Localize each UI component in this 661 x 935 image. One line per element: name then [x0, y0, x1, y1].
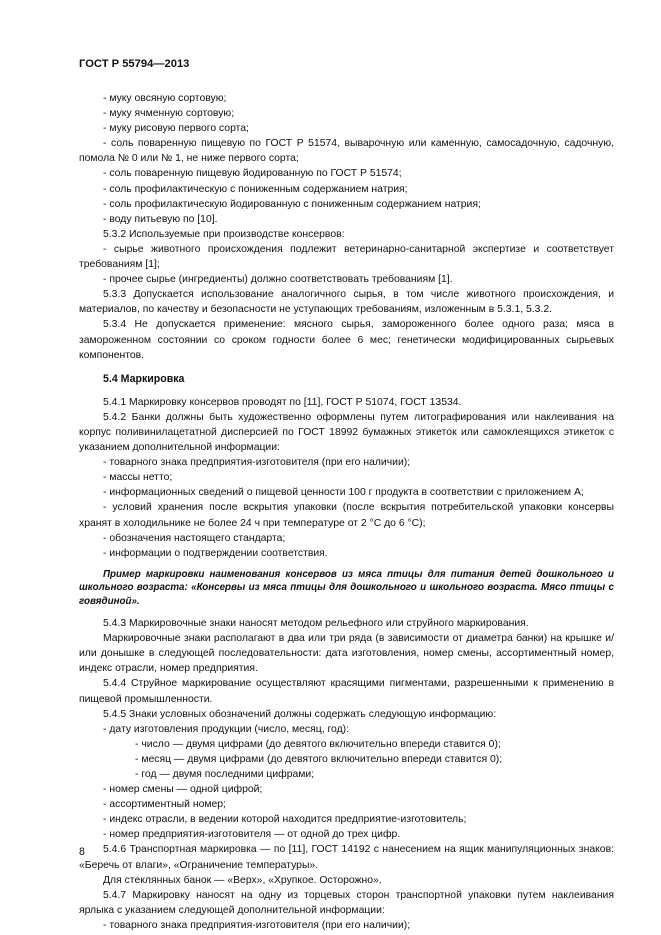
example-text: Пример маркировки наименования консервов из мяса птицы для питания детей дошкольного и школьного возраста: «Консервы из мяса птицы для дошкольного и школьного возраста. Мясо птицы с говядиной».: [79, 568, 614, 607]
list-item: - муку овсяную сортовую;: [103, 93, 227, 104]
sub-list-item: - месяц — двумя цифрами (до девятого включительно впереди ставится 0);: [135, 753, 503, 765]
list-item: - воду питьевую по [10].: [103, 213, 218, 225]
section-heading: 5.4 Маркировка: [103, 372, 185, 385]
list-item: - ассортиментный номер;: [103, 799, 226, 811]
list-item: - соль профилактическую с пониженным содержанием натрия;: [103, 183, 408, 195]
paragraph: Маркировочные знаки располагают в два или три ряда (в зависимости от диаметра банки) на крышке и/или донышке в следующей последовательности: дата изготовления, номер смены, ассортиментный номер, индекс отрасли, номер предприятия.: [79, 633, 614, 675]
list-item: - массы нетто;: [103, 472, 173, 484]
list-item: - товарного знака предприятия-изготовителя (при его наличии);: [103, 457, 411, 469]
list-item: - соль поваренную пищевую йодированную по ГОСТ Р 51574;: [103, 168, 402, 180]
list-item: - условий хранения после вскрытия упаковки (после вскрытия потребительской упаковки консервы хранят в холодильнике не более 24 ч при температуре от 2 °С до 6 °С);: [79, 502, 614, 529]
sub-list-item: - число — двумя цифрами (до девятого включительно впереди ставится 0);: [135, 738, 501, 750]
document-header: ГОСТ Р 55794—2013: [79, 58, 190, 70]
list-item: - номер смены — одной цифрой;: [103, 784, 263, 796]
paragraph: 5.3.2 Используемые при производстве консервов:: [103, 228, 345, 240]
list-item: - товарного знака предприятия-изготовителя (при его наличии);: [103, 919, 411, 931]
paragraph: 5.4.7 Маркировку наносят на одну из торцевых сторон транспортной упаковки путем наклеивания ярлыка с указанием следующей дополнительной информации:: [79, 889, 614, 916]
list-item: - обозначения настоящего стандарта;: [103, 532, 286, 544]
list-item: - муку ячменную сортовую;: [103, 108, 235, 120]
list-item: - информационных сведений о пищевой ценности 100 г продукта в соответствии с приложением А;: [103, 487, 584, 499]
list-item: - соль профилактическую йодированную с пониженным содержанием натрия;: [103, 198, 481, 210]
document-body: [79, 91, 614, 933]
list-item: - прочее сырье (ингредиенты) должно соответствовать требованиям [1].: [103, 274, 453, 286]
list-item: - индекс отрасли, в ведении которой находится предприятие-изготовитель;: [103, 814, 467, 826]
paragraph: 5.4.5 Знаки условных обозначений должны содержать следующую информацию:: [103, 708, 497, 720]
list-item: - дату изготовления продукции (число, месяц, год):: [103, 723, 349, 735]
paragraph: 5.4.6 Транспортная маркировка — по [11], ГОСТ 14192 с нанесением на ящик манипуляционных знаков: «Беречь от влаги», «Ограничение температуры».: [79, 844, 614, 871]
list-item: - соль поваренную пищевую по ГОСТ Р 51574, выварочную или каменную, самосадочную, садочную, помола № 0 или № 1, не ниже первого сорта;: [79, 138, 614, 165]
paragraph: 5.4.4 Струйное маркирование осуществляют красящими пигментами, разрешенными к применению в пищевой промышленности.: [79, 678, 614, 705]
paragraph: 5.3.3 Допускается использование аналогичного сырья, в том числе животного происхождения, и материалов, по качеству и безопасности не уступающих требованиям, изложенным в 5.3.1, 5.3.2.: [79, 289, 614, 316]
paragraph: 5.4.3 Маркировочные знаки наносят методом рельефного или струйного маркирования.: [103, 618, 529, 630]
paragraph: 5.3.4 Не допускается применение: мясного сырья, замороженного более одного раза; мяса в замороженном состоянии со сроком годности более 6 мес; генетически модифицированных сырьевых компонентов.: [79, 319, 614, 361]
list-item: - сырье животного происхождения подлежит ветеринарно-санитарной экспертизе и соответствует требованиям [1];: [79, 243, 614, 271]
list-item: - информации о подтверждении соответствия.: [103, 547, 328, 559]
paragraph: Для стеклянных банок — «Верх», «Хрупкое. Осторожно».: [103, 874, 382, 886]
paragraph: 5.4.2 Банки должны быть художественно оформлены путем литографирования или наклеивания на корпус поливинилацетатной дисперсией по ГОСТ 18992 бумажных этикеток или самоклеящихся этикеток с указанием дополнительной информации:: [79, 411, 614, 454]
page-number: 8: [79, 846, 85, 858]
list-item: - номер предприятия-изготовителя — от одной до трех цифр.: [103, 829, 401, 841]
list-item: - муку рисовую первого сорта;: [103, 123, 249, 135]
sub-list-item: - год — двумя последними цифрами;: [135, 768, 315, 780]
paragraph: 5.4.1 Маркировку консервов проводят по [11], ГОСТ Р 51074, ГОСТ 13534.: [103, 396, 462, 408]
